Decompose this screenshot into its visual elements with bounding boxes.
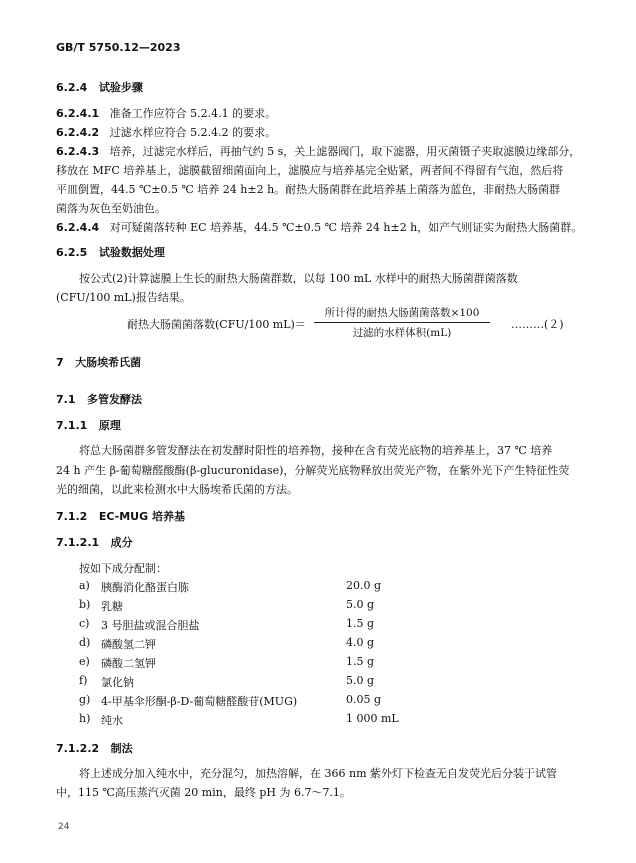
- section-number: 6.2.4: [56, 81, 88, 94]
- section-title: 试验步骤: [98, 81, 143, 94]
- ingredient-name: 氯化钠: [101, 676, 134, 689]
- ingredient-quantity: 20.0 g: [346, 579, 382, 592]
- paragraph-7-1-1-line-3: 光的细菌，以此来检测水中大肠埃希氏菌的方法。: [56, 483, 298, 496]
- section-7-1-1-heading: [56, 417, 121, 433]
- ingredient-label: h): [79, 712, 91, 725]
- ingredient-name: 4-甲基伞形酮-β-D-葡萄糖醛酸苷(MUG): [101, 695, 298, 708]
- clause-number: 6.2.4.4: [56, 221, 100, 234]
- clause-number: 6.2.4.3: [56, 145, 100, 158]
- section-number: 7.1.1: [56, 419, 88, 432]
- ingredient-name: 3 号胆盐或混合胆盐: [101, 619, 200, 632]
- standard-number: GB/T 5750.12—2023: [56, 41, 181, 54]
- formula-denominator: 过滤的水样体积(mL): [352, 327, 452, 339]
- clause-text: 培养，过滤完水样后，再抽气约 5 s，关上滤器阀门，取下滤器，用灭菌镊子夹取滤膜边缘部分，: [109, 145, 581, 158]
- section-number: 7.1: [56, 393, 76, 406]
- clause-6-2-4-1: [56, 105, 276, 121]
- section-title: 多管发酵法: [87, 393, 142, 406]
- section-7-1-2-heading: [56, 508, 185, 524]
- ingredient-label: g): [79, 693, 91, 706]
- section-6-2-5-heading: [56, 244, 165, 260]
- ingredient-label: c): [79, 617, 90, 630]
- fraction-bar: [314, 322, 490, 323]
- paragraph-6-2-5-line-1: 按公式(2)计算滤膜上生长的耐热大肠菌群数，以每 100 mL 水样中的耐热大肠菌群菌落数: [79, 272, 518, 285]
- chapter-7-heading: [56, 354, 141, 370]
- ingredient-quantity: 1 000 mL: [346, 712, 399, 725]
- section-7-1-2-1-heading: [56, 534, 133, 550]
- section-title: EC-MUG 培养基: [98, 510, 185, 523]
- clause-text: 准备工作应符合 5.2.4.1 的要求。: [109, 107, 277, 120]
- clause-number: 6.2.4.2: [56, 126, 100, 139]
- clause-text: 过滤水样应符合 5.2.4.2 的要求。: [109, 126, 277, 139]
- section-number: 7.1.2.1: [56, 536, 100, 549]
- paragraph-7-1-2-2-line-2: 中，115 ℃高压蒸汽灭菌 20 min，最终 pH 为 6.7～7.1。: [56, 786, 351, 799]
- clause-6-2-4-3-line-4: 菌落为灰色至奶油色。: [56, 202, 166, 215]
- ingredient-quantity: 0.05 g: [346, 693, 382, 706]
- clause-6-2-4-3-line-3: 平皿倒置，44.5 ℃±0.5 ℃ 培养 24 h±2 h。耐热大肠菌群在此培养基上菌落为蓝色，非耐热大肠菌群: [56, 183, 561, 196]
- ingredient-name: 磷酸氢二钾: [101, 638, 156, 651]
- section-title: 成分: [110, 536, 133, 549]
- clause-6-2-4-3-line-1: [56, 143, 580, 159]
- formula-numerator: 所计得的耐热大肠菌菌落数×100: [324, 307, 480, 319]
- section-title: 试验数据处理: [98, 246, 165, 259]
- ingredient-label: d): [79, 636, 91, 649]
- clause-number: 6.2.4.1: [56, 107, 100, 120]
- ingredients-intro: 按如下成分配制：: [79, 562, 167, 575]
- ingredient-quantity: 1.5 g: [346, 617, 375, 630]
- section-7-1-2-2-heading: [56, 740, 133, 756]
- paragraph-7-1-1-line-2: 24 h 产生 β-葡萄糖醛酸酶(β-glucuronidase)，分解荧光底物释放出荧光产物，在紫外光下产生特征性荧: [56, 464, 570, 477]
- ingredient-name: 乳糖: [101, 600, 123, 613]
- ingredient-name: 纯水: [101, 714, 123, 727]
- ingredient-quantity: 1.5 g: [346, 655, 375, 668]
- ingredient-quantity: 4.0 g: [346, 636, 375, 649]
- section-number: 7: [56, 356, 64, 369]
- ingredient-label: f): [79, 674, 88, 687]
- section-6-2-4-heading: [56, 79, 143, 95]
- ingredient-quantity: 5.0 g: [346, 598, 375, 611]
- ingredient-label: a): [79, 579, 90, 592]
- section-title: 大肠埃希氏菌: [75, 356, 142, 369]
- page-number: 24: [58, 822, 70, 832]
- ingredient-name: 胰酶消化酪蛋白胨: [101, 581, 189, 594]
- ingredient-name: 磷酸二氢钾: [101, 657, 156, 670]
- ingredient-quantity: 5.0 g: [346, 674, 375, 687]
- formula-lhs: 耐热大肠菌菌落数(CFU/100 mL)＝: [127, 318, 306, 331]
- formula-number: ………(２): [511, 318, 564, 331]
- paragraph-7-1-2-2-line-1: 将上述成分加入纯水中，充分混匀，加热溶解，在 366 nm 紫外灯下检查无自发荧光后分装于试管: [79, 767, 557, 780]
- section-number: 6.2.5: [56, 246, 88, 259]
- clause-6-2-4-2: [56, 124, 276, 140]
- clause-text: 对可疑菌落转种 EC 培养基，44.5 ℃±0.5 ℃ 培养 24 h±2 h，如产气则证实为耐热大肠菌群。: [109, 221, 583, 234]
- section-number: 7.1.2: [56, 510, 88, 523]
- clause-6-2-4-3-line-2: 移放在 MFC 培养基上，滤膜截留细菌面向上，滤膜应与培养基完全贴紧，两者间不得留有气泡，然后将: [56, 164, 564, 177]
- section-7-1-heading: [56, 391, 142, 407]
- paragraph-6-2-5-line-2: (CFU/100 mL)报告结果。: [56, 291, 191, 304]
- ingredient-label: b): [79, 598, 91, 611]
- section-title: 原理: [98, 419, 121, 432]
- clause-6-2-4-4: [56, 219, 582, 235]
- paragraph-7-1-1-line-1: 将总大肠菌群多管发酵法在初发酵时阳性的培养物，接种在含有荧光底物的培养基上，37 ℃ 培养: [79, 444, 553, 457]
- section-title: 制法: [110, 742, 133, 755]
- section-number: 7.1.2.2: [56, 742, 100, 755]
- ingredient-label: e): [79, 655, 90, 668]
